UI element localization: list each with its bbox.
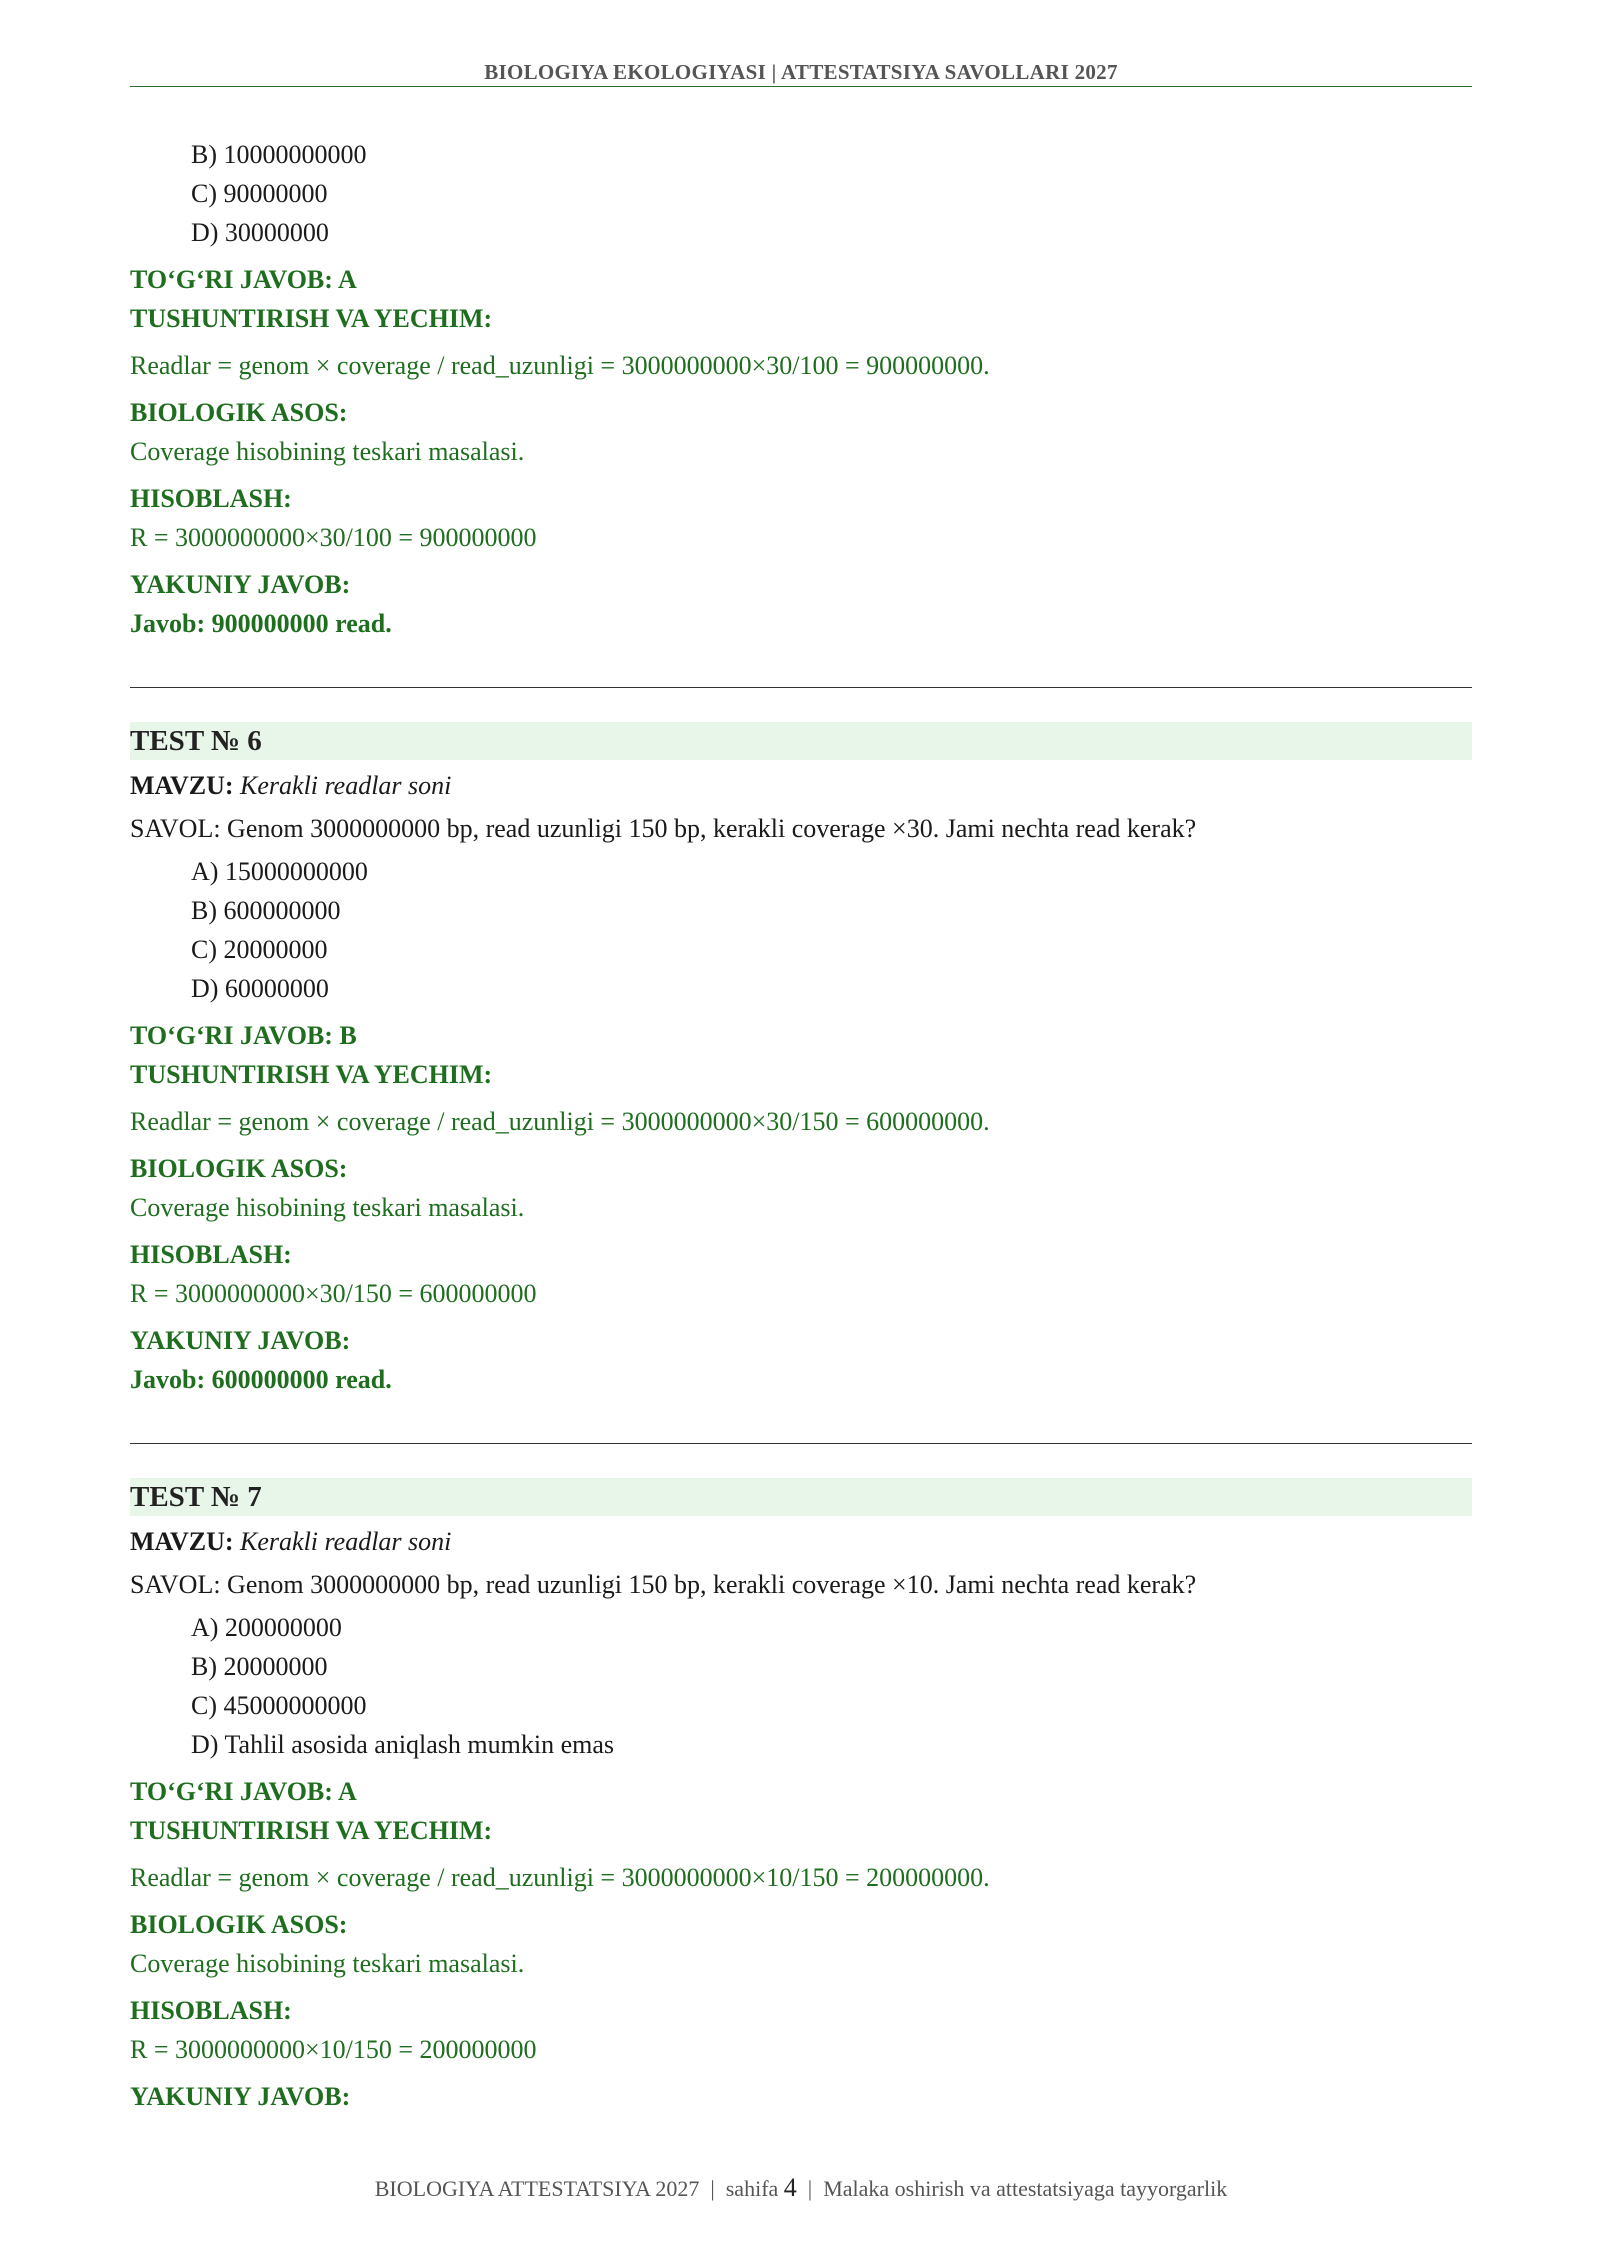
option-c: C) 45000000000 bbox=[191, 1691, 367, 1720]
topic-label: MAVZU: bbox=[130, 771, 234, 800]
final-answer-text: Javob: 600000000 read. bbox=[130, 1365, 392, 1394]
page-content bbox=[130, 135, 1472, 2116]
option-d: D) 30000000 bbox=[191, 218, 329, 247]
explanation-label: TUSHUNTIRISH VA YECHIM: bbox=[130, 1060, 493, 1089]
calculation-text: R = 3000000000×10/150 = 200000000 bbox=[130, 2035, 537, 2064]
explanation-text: Readlar = genom × coverage / read_uzunligi = 3000000000×30/150 = 600000000. bbox=[130, 1107, 990, 1136]
calculation-text: R = 3000000000×30/150 = 600000000 bbox=[130, 1279, 537, 1308]
correct-answer: TO‘G‘RI JAVOB: B bbox=[130, 1021, 357, 1050]
calculation-text: R = 3000000000×30/100 = 900000000 bbox=[130, 523, 537, 552]
option-d: D) 60000000 bbox=[191, 974, 329, 1003]
section-divider bbox=[130, 1443, 1472, 1444]
topic-line bbox=[130, 1522, 1472, 1561]
explanation-text: Readlar = genom × coverage / read_uzunligi = 3000000000×30/100 = 900000000. bbox=[130, 351, 990, 380]
option-c: C) 20000000 bbox=[191, 935, 328, 964]
calculation-label: HISOBLASH: bbox=[130, 1996, 292, 2025]
final-answer-text: Javob: 900000000 read. bbox=[130, 609, 392, 638]
footer-left: BIOLOGIYA ATTESTATSIYA 2027 bbox=[374, 2176, 700, 2201]
final-answer-label: YAKUNIY JAVOB: bbox=[130, 1326, 351, 1355]
question-text: SAVOL: Genom 3000000000 bp, read uzunligi 150 bp, kerakli coverage ×10. Jami nechta read kerak? bbox=[130, 1570, 1197, 1599]
explanation-label: TUSHUNTIRISH VA YECHIM: bbox=[130, 1816, 493, 1845]
option-b: B) 20000000 bbox=[191, 1652, 328, 1681]
topic-value: Kerakli readlar soni bbox=[240, 1527, 452, 1556]
biologic-basis-label: BIOLOGIK ASOS: bbox=[130, 1910, 348, 1939]
header-rule bbox=[130, 86, 1472, 87]
test-title: TEST № 7 bbox=[130, 1478, 1472, 1516]
topic-value: Kerakli readlar soni bbox=[240, 771, 452, 800]
page-footer bbox=[130, 2173, 1472, 2203]
footer-separator: | bbox=[807, 2176, 813, 2201]
footer-sahifa: sahifa bbox=[725, 2176, 779, 2201]
biologic-basis-text: Coverage hisobining teskari masalasi. bbox=[130, 1949, 525, 1978]
explanation-text: Readlar = genom × coverage / read_uzunligi = 3000000000×10/150 = 200000000. bbox=[130, 1863, 990, 1892]
page-number: 4 bbox=[783, 2173, 797, 2202]
option-b: B) 600000000 bbox=[191, 896, 341, 925]
option-a: A) 15000000000 bbox=[191, 857, 368, 886]
test-7 bbox=[130, 1478, 1472, 2116]
final-answer-label: YAKUNIY JAVOB: bbox=[130, 570, 351, 599]
final-answer-label: YAKUNIY JAVOB: bbox=[130, 2082, 351, 2111]
footer-right: Malaka oshirish va attestatsiyaga tayyorgarlik bbox=[823, 2176, 1228, 2201]
biologic-basis-text: Coverage hisobining teskari masalasi. bbox=[130, 1193, 525, 1222]
test-title: TEST № 6 bbox=[130, 722, 1472, 760]
option-b: B) 10000000000 bbox=[191, 140, 367, 169]
biologic-basis-label: BIOLOGIK ASOS: bbox=[130, 398, 348, 427]
test-6 bbox=[130, 722, 1472, 1399]
correct-answer: TO‘G‘RI JAVOB: A bbox=[130, 265, 357, 294]
option-c: C) 90000000 bbox=[191, 179, 328, 208]
question-text: SAVOL: Genom 3000000000 bp, read uzunligi 150 bp, kerakli coverage ×30. Jami nechta read kerak? bbox=[130, 814, 1197, 843]
section-divider bbox=[130, 687, 1472, 688]
test-5-continuation bbox=[130, 135, 1472, 643]
biologic-basis-text: Coverage hisobining teskari masalasi. bbox=[130, 437, 525, 466]
page-header: BIOLOGIYA EKOLOGIYASI | ATTESTATSIYA SAVOLLARI 2027 bbox=[484, 60, 1118, 84]
option-d: D) Tahlil asosida aniqlash mumkin emas bbox=[191, 1730, 615, 1759]
calculation-label: HISOBLASH: bbox=[130, 484, 292, 513]
topic-label: MAVZU: bbox=[130, 1527, 234, 1556]
footer-separator: | bbox=[710, 2176, 715, 2201]
option-a: A) 200000000 bbox=[191, 1613, 342, 1642]
biologic-basis-label: BIOLOGIK ASOS: bbox=[130, 1154, 348, 1183]
correct-answer: TO‘G‘RI JAVOB: A bbox=[130, 1777, 357, 1806]
calculation-label: HISOBLASH: bbox=[130, 1240, 292, 1269]
topic-line bbox=[130, 766, 1472, 805]
explanation-label: TUSHUNTIRISH VA YECHIM: bbox=[130, 304, 493, 333]
